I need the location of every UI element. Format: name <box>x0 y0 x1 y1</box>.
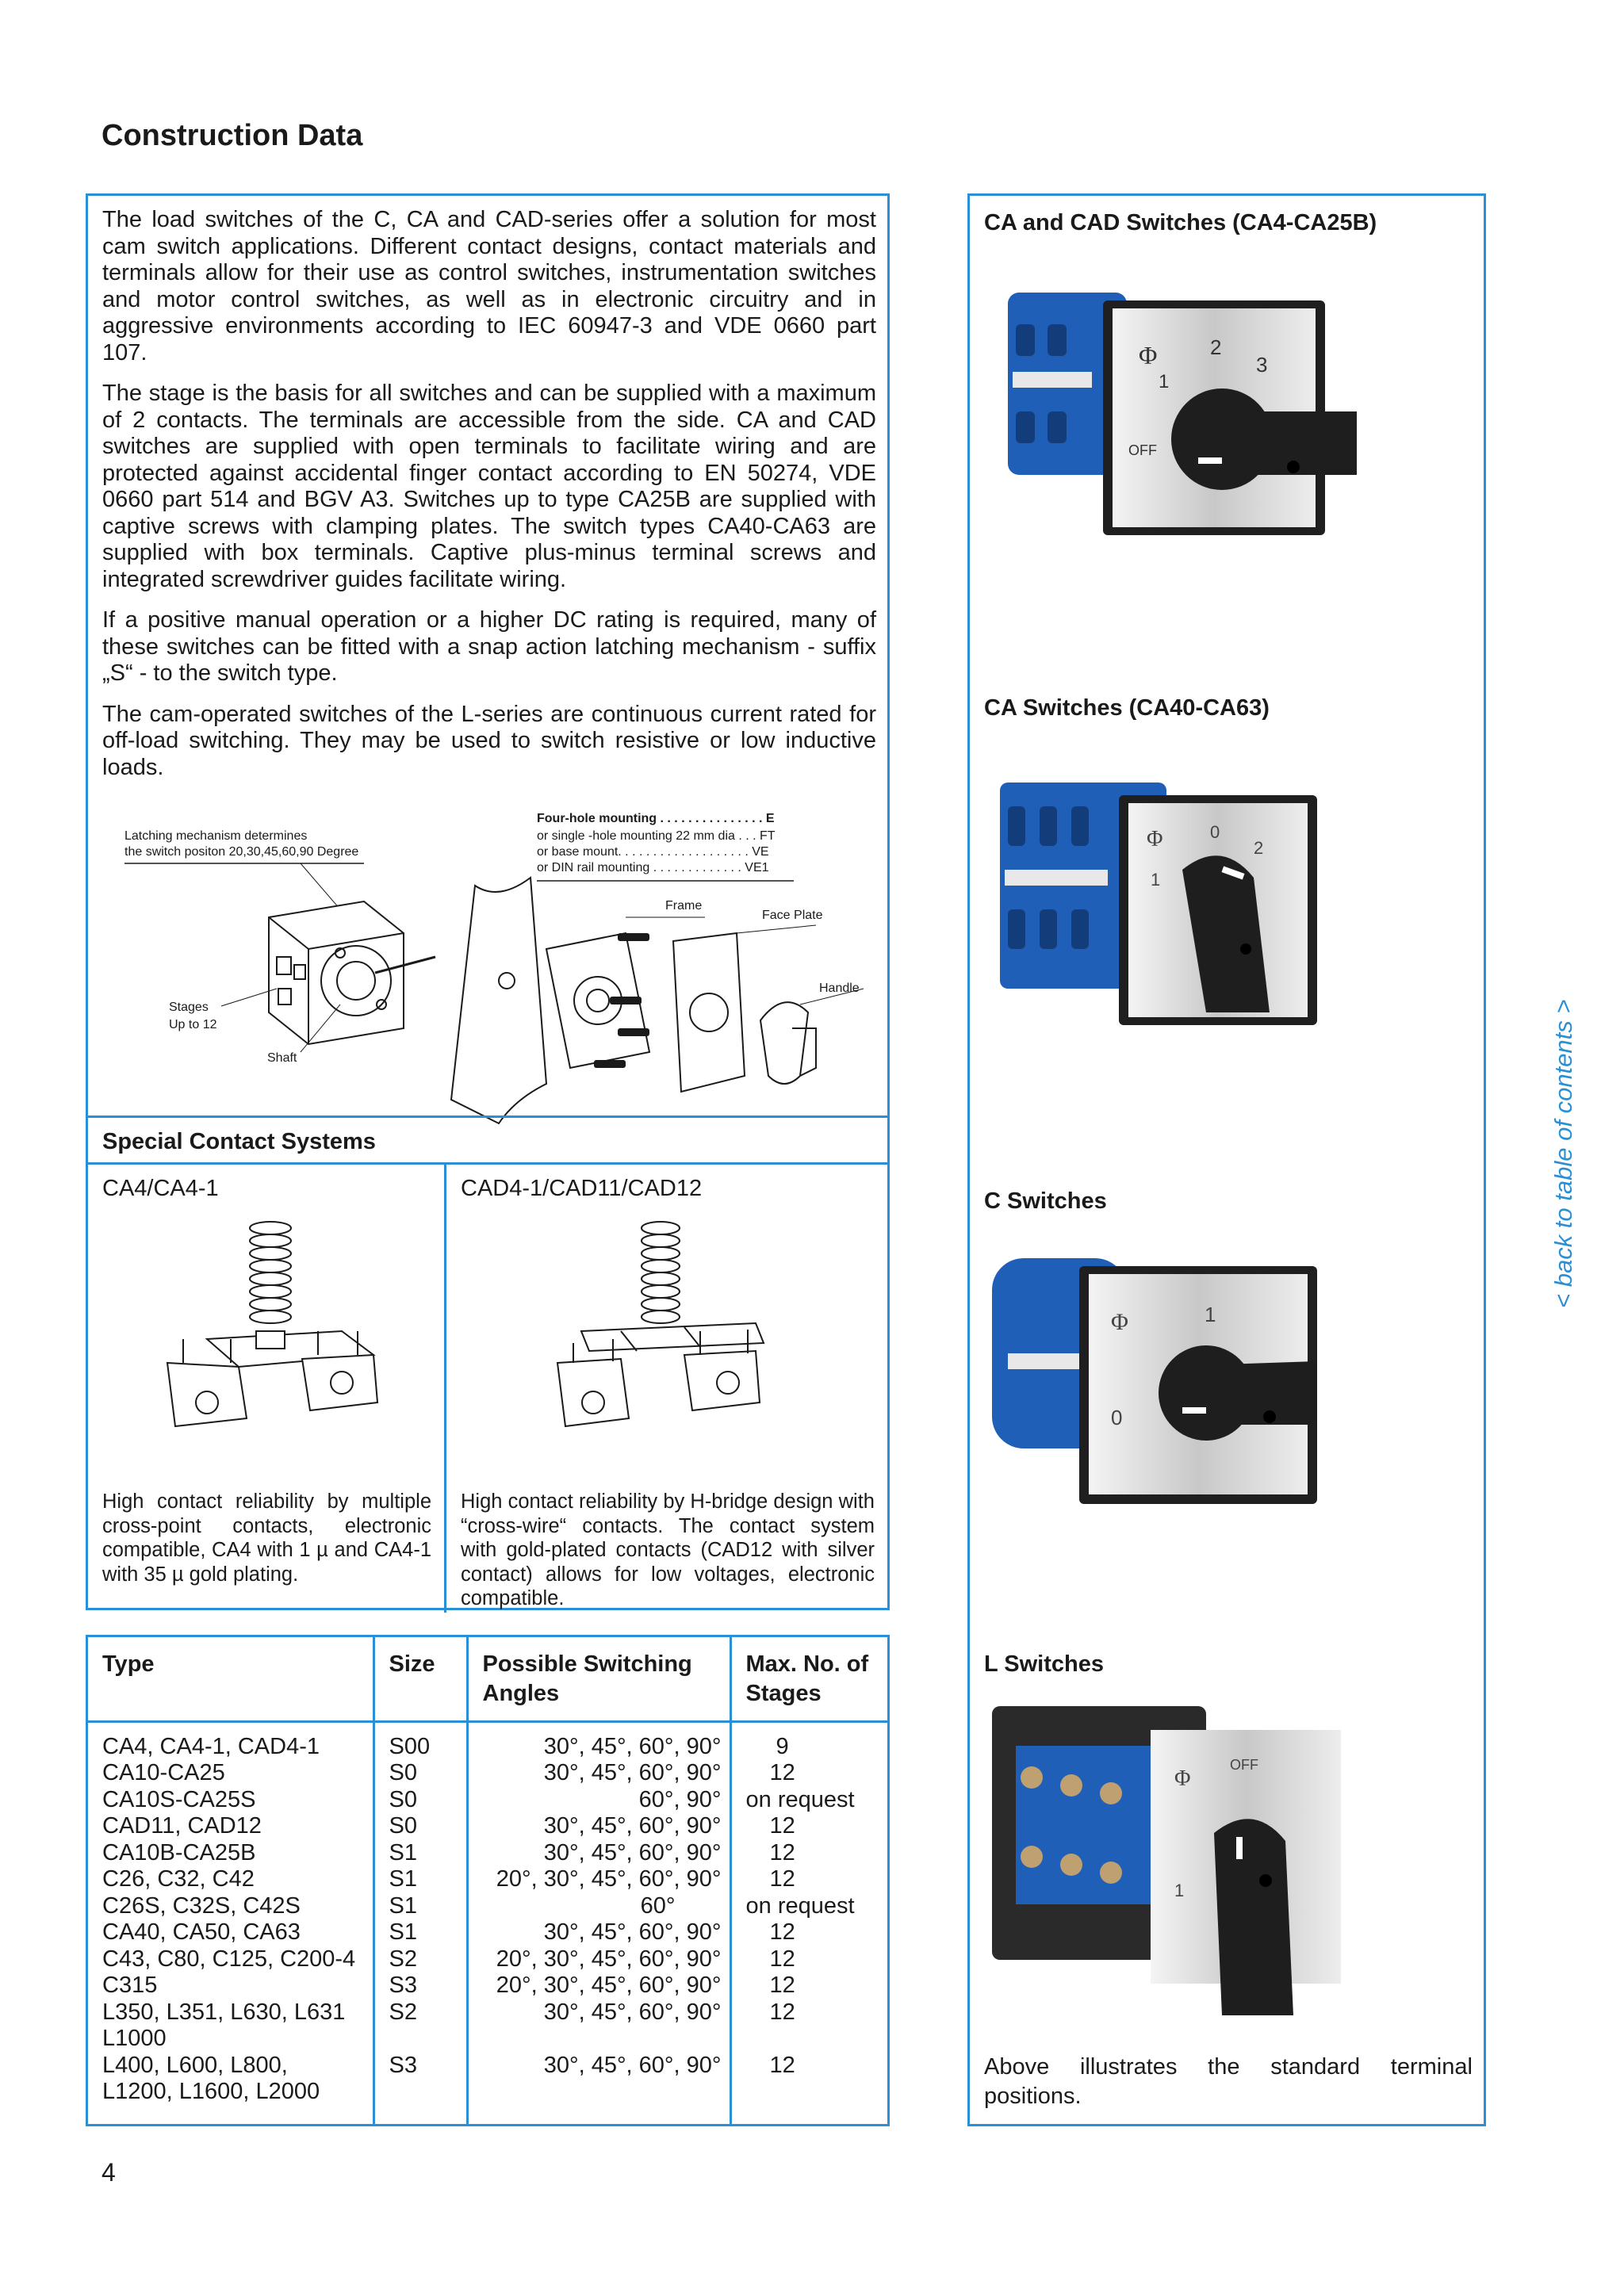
type-cell: CA10B-CA25B <box>102 1839 256 1866</box>
type-cell: C26S, C32S, C42S <box>102 1892 301 1919</box>
page-title: Construction Data <box>102 119 363 152</box>
h-bridge-contact-drawing <box>526 1212 795 1450</box>
type-cell: L1000 <box>102 2026 167 2051</box>
ca-cad-switch-photo <box>984 253 1365 538</box>
dial-2-label: 2 <box>1210 335 1222 359</box>
type-cell: CAD11, CAD12 <box>102 1813 262 1839</box>
size-cell: S3 <box>389 1973 417 1998</box>
angles-cell: 60° <box>640 1892 676 1919</box>
size-cell: S0 <box>389 1760 417 1785</box>
mounting-plate-drawing <box>451 878 546 1123</box>
terminal-positions-note <box>984 2053 1473 2111</box>
footnote-word: terminal <box>1390 2054 1473 2080</box>
size-cell: S3 <box>389 2052 417 2078</box>
page-number: 4 <box>102 2158 116 2187</box>
dial-1-label: 1 <box>1151 870 1161 890</box>
dial-0-label: 0 <box>1210 822 1220 842</box>
stages-cell: 12 <box>769 1946 795 1972</box>
type-cell: L350, L351, L630, L631 <box>102 1999 346 2025</box>
contact-system-ca4 <box>88 1165 446 1613</box>
stages-cell: 12 <box>769 1866 795 1892</box>
switch-products-box <box>967 193 1486 2126</box>
dial-phi-label: Φ <box>1174 1766 1191 1791</box>
table-header-row <box>88 1637 887 1721</box>
dial-2-label: 2 <box>1254 838 1264 858</box>
dial-off-label: OFF <box>1128 442 1157 458</box>
contact-title: CA4/CA4-1 <box>102 1176 219 1201</box>
angles-cell: 30°, 45°, 60°, 90° <box>543 1999 722 2025</box>
construction-intro-box <box>86 193 890 1610</box>
handle-label: Handle <box>819 982 860 995</box>
product-heading-ca-cad: CA and CAD Switches (CA4-CA25B) <box>984 210 1377 235</box>
type-cell: L1200, L1600, L2000 <box>102 2079 320 2104</box>
size-cell: S2 <box>389 1946 417 1972</box>
face-plate-label: Face Plate <box>762 909 823 922</box>
dial-1-label: 1 <box>1205 1303 1216 1326</box>
face-plate-drawing <box>673 933 745 1092</box>
shaft-label: Shaft <box>267 1051 297 1065</box>
frame-label: Frame <box>665 899 703 913</box>
table-body-row <box>88 1721 887 2124</box>
stages-cell: 9 <box>776 1733 789 1759</box>
dial-phi-label: Φ <box>1147 827 1163 851</box>
type-cell: L400, L600, L800, <box>102 2052 288 2078</box>
stages-cell: 12 <box>769 1999 795 2025</box>
type-column <box>88 1721 373 2124</box>
stages-label: Stages <box>169 1001 209 1014</box>
angles-cell: 20°, 30°, 45°, 60°, 90° <box>496 1866 722 1892</box>
size-cell: S1 <box>389 1919 417 1945</box>
size-cell: S1 <box>389 1866 417 1892</box>
type-cell: CA40, CA50, CA63 <box>102 1919 301 1945</box>
intro-paragraph: If a positive manual operation or a higher DC rating is required, many of these switches can be fitted with a snap action latching mechanism - suffix „S“ - to the switch type. <box>102 607 876 686</box>
mounting-label: or base mount. . . . . . . . . . . . . . . . . . . VE <box>537 845 769 859</box>
dial-phi-label: Φ <box>1139 341 1158 369</box>
angles-cell: 30°, 45°, 60°, 90° <box>543 1733 722 1759</box>
size-cell <box>389 2026 458 2053</box>
angles-cell: 30°, 45°, 60°, 90° <box>543 1813 722 1839</box>
footnote-word: illustrates <box>1079 2054 1178 2080</box>
product-heading-c: C Switches <box>984 1188 1107 1214</box>
footnote-word: Above <box>984 2054 1050 2080</box>
contact-system-cad <box>446 1165 887 1613</box>
switch-stages-drawing <box>269 901 435 1044</box>
latching-label: the switch positon 20,30,45,60,90 Degree <box>124 845 359 859</box>
type-cell: CA10S-CA25S <box>102 1786 256 1812</box>
footnote-word: standard <box>1270 2054 1361 2080</box>
cross-point-contact-drawing <box>136 1212 405 1450</box>
mounting-title-label: Four-hole mounting . . . . . . . . . . . . . . . E <box>537 812 775 825</box>
angles-cell: 30°, 45°, 60°, 90° <box>543 1919 722 1945</box>
stages-cell: 12 <box>769 1973 795 1998</box>
footnote-line: positions. <box>984 2084 1082 2109</box>
angles-cell: 30°, 45°, 60°, 90° <box>543 1839 722 1866</box>
column-header-angles: Possible Switching Angles <box>467 1637 730 1721</box>
type-cell: C26, C32, C42 <box>102 1866 255 1892</box>
size-cell: S1 <box>389 1839 417 1866</box>
stages-cell <box>746 2026 880 2053</box>
size-cell: S0 <box>389 1786 417 1812</box>
latching-label: Latching mechanism determines <box>124 829 308 843</box>
contact-description: High contact reliability by multiple cross-point contacts, electronic compatible, CA4 with 1 µ and CA4-1 with 35 µ gold plating. <box>102 1490 431 1586</box>
stages-cell: 12 <box>769 1839 795 1866</box>
stages-label: Up to 12 <box>169 1018 217 1031</box>
stages-cell: 12 <box>769 1760 795 1785</box>
intro-paragraph: The stage is the basis for all switches and can be supplied with a maximum of 2 contacts. The terminals are accessible from the side. CA and CAD switches are supplied with open terminals to facilitate wiring and are protected against accidental finger contact according to EN 50274, VDE 0660 part 514 and BGV A3. Switches up to type CA25B are supplied with captive screws with clamping plates. The switch types CA40-CA63 are supplied with box terminals. Captive plus-minus terminal screws and integrated screwdriver guides facilitate wiring. <box>102 381 876 592</box>
type-cell: CA4, CA4-1, CAD4-1 <box>102 1733 320 1759</box>
dial-0-label: 0 <box>1111 1406 1123 1429</box>
ca-switch-photo <box>984 751 1333 1036</box>
column-header-size: Size <box>373 1637 467 1721</box>
intro-paragraph: The cam-operated switches of the L-series are continuous current rated for off-load switching. They may be used to switch resistive or low inductive loads. <box>102 701 876 780</box>
size-cell: S0 <box>389 1813 417 1839</box>
stages-cell: 12 <box>769 1919 795 1945</box>
type-cell: C315 <box>102 1973 158 1998</box>
type-cell: CA10-CA25 <box>102 1760 225 1785</box>
dial-1-label: 1 <box>1174 1881 1185 1900</box>
size-cell: S00 <box>389 1733 431 1759</box>
c-switch-photo <box>984 1234 1349 1520</box>
dial-1-label: 1 <box>1159 371 1170 392</box>
special-contacts-header <box>88 1115 887 1165</box>
mounting-label: or single -hole mounting 22 mm dia . . . FT <box>537 829 776 843</box>
size-cell: S1 <box>389 1892 417 1919</box>
stages-cell: on request <box>745 1892 855 1919</box>
footnote-word: the <box>1208 2054 1240 2080</box>
angles-column <box>467 1721 730 2124</box>
switch-type-table-box <box>86 1635 890 2126</box>
column-header-stages: Max. No. of Stages <box>730 1637 887 1721</box>
footnote-line <box>984 2053 1473 2082</box>
intro-text <box>102 207 876 795</box>
angles-cell: 30°, 45°, 60°, 90° <box>543 2052 722 2078</box>
switch-type-table <box>88 1637 887 2124</box>
dial-off-label: OFF <box>1230 1757 1258 1773</box>
column-header-type: Type <box>88 1637 373 1721</box>
angles-cell: 60°, 90° <box>638 1786 722 1812</box>
size-cell: S2 <box>389 1999 417 2025</box>
stages-column <box>730 1721 887 2124</box>
contact-title: CAD4-1/CAD11/CAD12 <box>461 1176 703 1201</box>
type-cell: C43, C80, C125, C200-4 <box>102 1946 356 1972</box>
contact-description: High contact reliability by H-bridge design with “cross-wire“ contacts. The contact system with gold-plated contacts (CAD12 with silver contact) allows for low voltages, electronic compatible. <box>461 1490 875 1609</box>
l-switch-photo <box>984 1698 1365 2031</box>
product-heading-ca: CA Switches (CA40-CA63) <box>984 695 1270 721</box>
angles-cell: 20°, 30°, 45°, 60°, 90° <box>496 1946 722 1972</box>
back-to-contents-link[interactable]: < back to table of contents > <box>1549 999 1577 1308</box>
mounting-label: or DIN rail mounting . . . . . . . . . . . . . VE1 <box>537 861 769 874</box>
size-column <box>373 1721 467 2124</box>
stages-cell: on request <box>745 1786 855 1812</box>
stages-cell: 12 <box>769 2052 795 2078</box>
angles-cell: 20°, 30°, 45°, 60°, 90° <box>496 1973 722 1998</box>
product-heading-l: L Switches <box>984 1651 1104 1677</box>
angles-cell: 30°, 45°, 60°, 90° <box>543 1760 722 1785</box>
stages-cell: 12 <box>769 1813 795 1839</box>
dial-phi-label: Φ <box>1111 1309 1128 1335</box>
intro-paragraph: The load switches of the C, CA and CAD-series offer a solution for most cam switch applications. Different contact designs, contact materials and terminals allow for their use as control switches, instrumentation switches and motor control switches, as well as in electronic circuitry and in aggressive environments according to IEC 60947-3 and VDE 0660 part 107. <box>102 207 876 365</box>
handle-drawing <box>760 1002 816 1084</box>
special-contacts-heading: Special Contact Systems <box>102 1129 376 1154</box>
angles-cell <box>483 2026 722 2053</box>
dial-3-label: 3 <box>1256 353 1268 377</box>
